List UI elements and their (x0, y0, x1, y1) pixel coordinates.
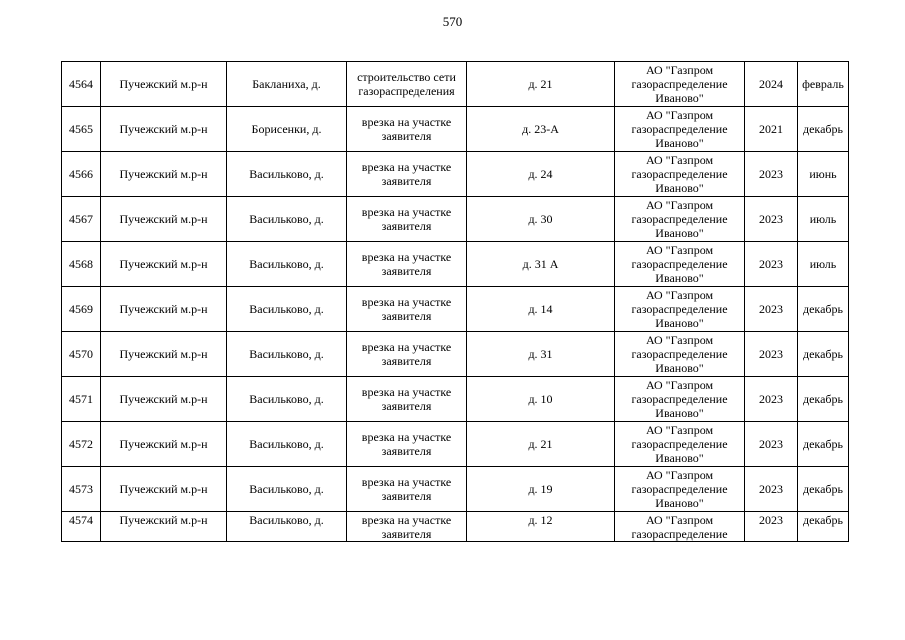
work-type-cell: врезка на участке заявителя (347, 377, 467, 422)
year-cell: 2023 (745, 422, 798, 467)
locality-cell: Васильково, д. (227, 332, 347, 377)
month-cell: июль (798, 242, 849, 287)
year-cell: 2023 (745, 512, 798, 542)
locality-cell: Васильково, д. (227, 242, 347, 287)
year-cell: 2023 (745, 332, 798, 377)
gasification-table (61, 61, 849, 542)
house-cell: д. 30 (467, 197, 615, 242)
house-cell: д. 10 (467, 377, 615, 422)
month-cell: декабрь (798, 287, 849, 332)
table-row (62, 107, 849, 152)
work-type-cell: врезка на участке заявителя (347, 287, 467, 332)
table-row (62, 422, 849, 467)
year-cell: 2021 (745, 107, 798, 152)
month-cell: декабрь (798, 332, 849, 377)
locality-cell: Васильково, д. (227, 152, 347, 197)
house-cell: д. 21 (467, 62, 615, 107)
row-number: 4574 (62, 512, 101, 542)
district-cell: Пучежский м.р-н (101, 107, 227, 152)
table-row (62, 512, 849, 542)
house-cell: д. 21 (467, 422, 615, 467)
locality-cell: Васильково, д. (227, 467, 347, 512)
year-cell: 2023 (745, 152, 798, 197)
work-type-cell: врезка на участке заявителя (347, 197, 467, 242)
year-cell: 2023 (745, 467, 798, 512)
work-type-cell: врезка на участке заявителя (347, 242, 467, 287)
month-cell: июль (798, 197, 849, 242)
work-type-cell: врезка на участке заявителя (347, 512, 467, 542)
organization-cell: АО "Газпром газораспределение Иваново" (615, 332, 745, 377)
month-cell: июнь (798, 152, 849, 197)
month-cell: декабрь (798, 377, 849, 422)
organization-cell: АО "Газпром газораспределение Иваново" (615, 242, 745, 287)
work-type-cell: врезка на участке заявителя (347, 107, 467, 152)
locality-cell: Васильково, д. (227, 287, 347, 332)
month-cell: декабрь (798, 422, 849, 467)
row-number: 4565 (62, 107, 101, 152)
month-cell: декабрь (798, 467, 849, 512)
organization-cell: АО "Газпром газораспределение Иваново" (615, 107, 745, 152)
row-number: 4573 (62, 467, 101, 512)
table-row (62, 287, 849, 332)
organization-cell: АО "Газпром газораспределение Иваново" (615, 197, 745, 242)
locality-cell: Васильково, д. (227, 197, 347, 242)
work-type-cell: строительство сети газораспределения (347, 62, 467, 107)
organization-cell: АО "Газпром газораспределение Иваново" (615, 287, 745, 332)
organization-cell: АО "Газпром газораспределение Иваново" (615, 467, 745, 512)
year-cell: 2023 (745, 242, 798, 287)
table-row (62, 197, 849, 242)
year-cell: 2023 (745, 197, 798, 242)
organization-cell: АО "Газпром газораспределение Иваново" (615, 422, 745, 467)
district-cell: Пучежский м.р-н (101, 377, 227, 422)
district-cell: Пучежский м.р-н (101, 512, 227, 542)
organization-cell: АО "Газпром газораспределение Иваново" (615, 377, 745, 422)
district-cell: Пучежский м.р-н (101, 332, 227, 377)
district-cell: Пучежский м.р-н (101, 467, 227, 512)
locality-cell: Борисенки, д. (227, 107, 347, 152)
house-cell: д. 31 А (467, 242, 615, 287)
work-type-cell: врезка на участке заявителя (347, 152, 467, 197)
district-cell: Пучежский м.р-н (101, 287, 227, 332)
table-row (62, 242, 849, 287)
house-cell: д. 12 (467, 512, 615, 542)
district-cell: Пучежский м.р-н (101, 242, 227, 287)
year-cell: 2023 (745, 377, 798, 422)
house-cell: д. 19 (467, 467, 615, 512)
locality-cell: Бакланиха, д. (227, 62, 347, 107)
month-cell: февраль (798, 62, 849, 107)
table-row (62, 152, 849, 197)
row-number: 4568 (62, 242, 101, 287)
month-cell: декабрь (798, 107, 849, 152)
page-number: 570 (442, 14, 463, 29)
house-cell: д. 31 (467, 332, 615, 377)
work-type-cell: врезка на участке заявителя (347, 422, 467, 467)
year-cell: 2023 (745, 287, 798, 332)
row-number: 4569 (62, 287, 101, 332)
work-type-cell: врезка на участке заявителя (347, 332, 467, 377)
locality-cell: Васильково, д. (227, 377, 347, 422)
locality-cell: Васильково, д. (227, 422, 347, 467)
table-row (62, 62, 849, 107)
house-cell: д. 14 (467, 287, 615, 332)
work-type-cell: врезка на участке заявителя (347, 467, 467, 512)
row-number: 4570 (62, 332, 101, 377)
table-body (62, 62, 849, 542)
organization-cell: АО "Газпром газораспределение Иваново" (615, 62, 745, 107)
organization-cell: АО "Газпром газораспределение (615, 512, 745, 542)
row-number: 4571 (62, 377, 101, 422)
table-row (62, 332, 849, 377)
row-number: 4566 (62, 152, 101, 197)
month-cell: декабрь (798, 512, 849, 542)
table-row (62, 467, 849, 512)
table-row (62, 377, 849, 422)
year-cell: 2024 (745, 62, 798, 107)
row-number: 4572 (62, 422, 101, 467)
district-cell: Пучежский м.р-н (101, 152, 227, 197)
house-cell: д. 23-А (467, 107, 615, 152)
house-cell: д. 24 (467, 152, 615, 197)
row-number: 4564 (62, 62, 101, 107)
district-cell: Пучежский м.р-н (101, 422, 227, 467)
organization-cell: АО "Газпром газораспределение Иваново" (615, 152, 745, 197)
district-cell: Пучежский м.р-н (101, 62, 227, 107)
row-number: 4567 (62, 197, 101, 242)
locality-cell: Васильково, д. (227, 512, 347, 542)
district-cell: Пучежский м.р-н (101, 197, 227, 242)
